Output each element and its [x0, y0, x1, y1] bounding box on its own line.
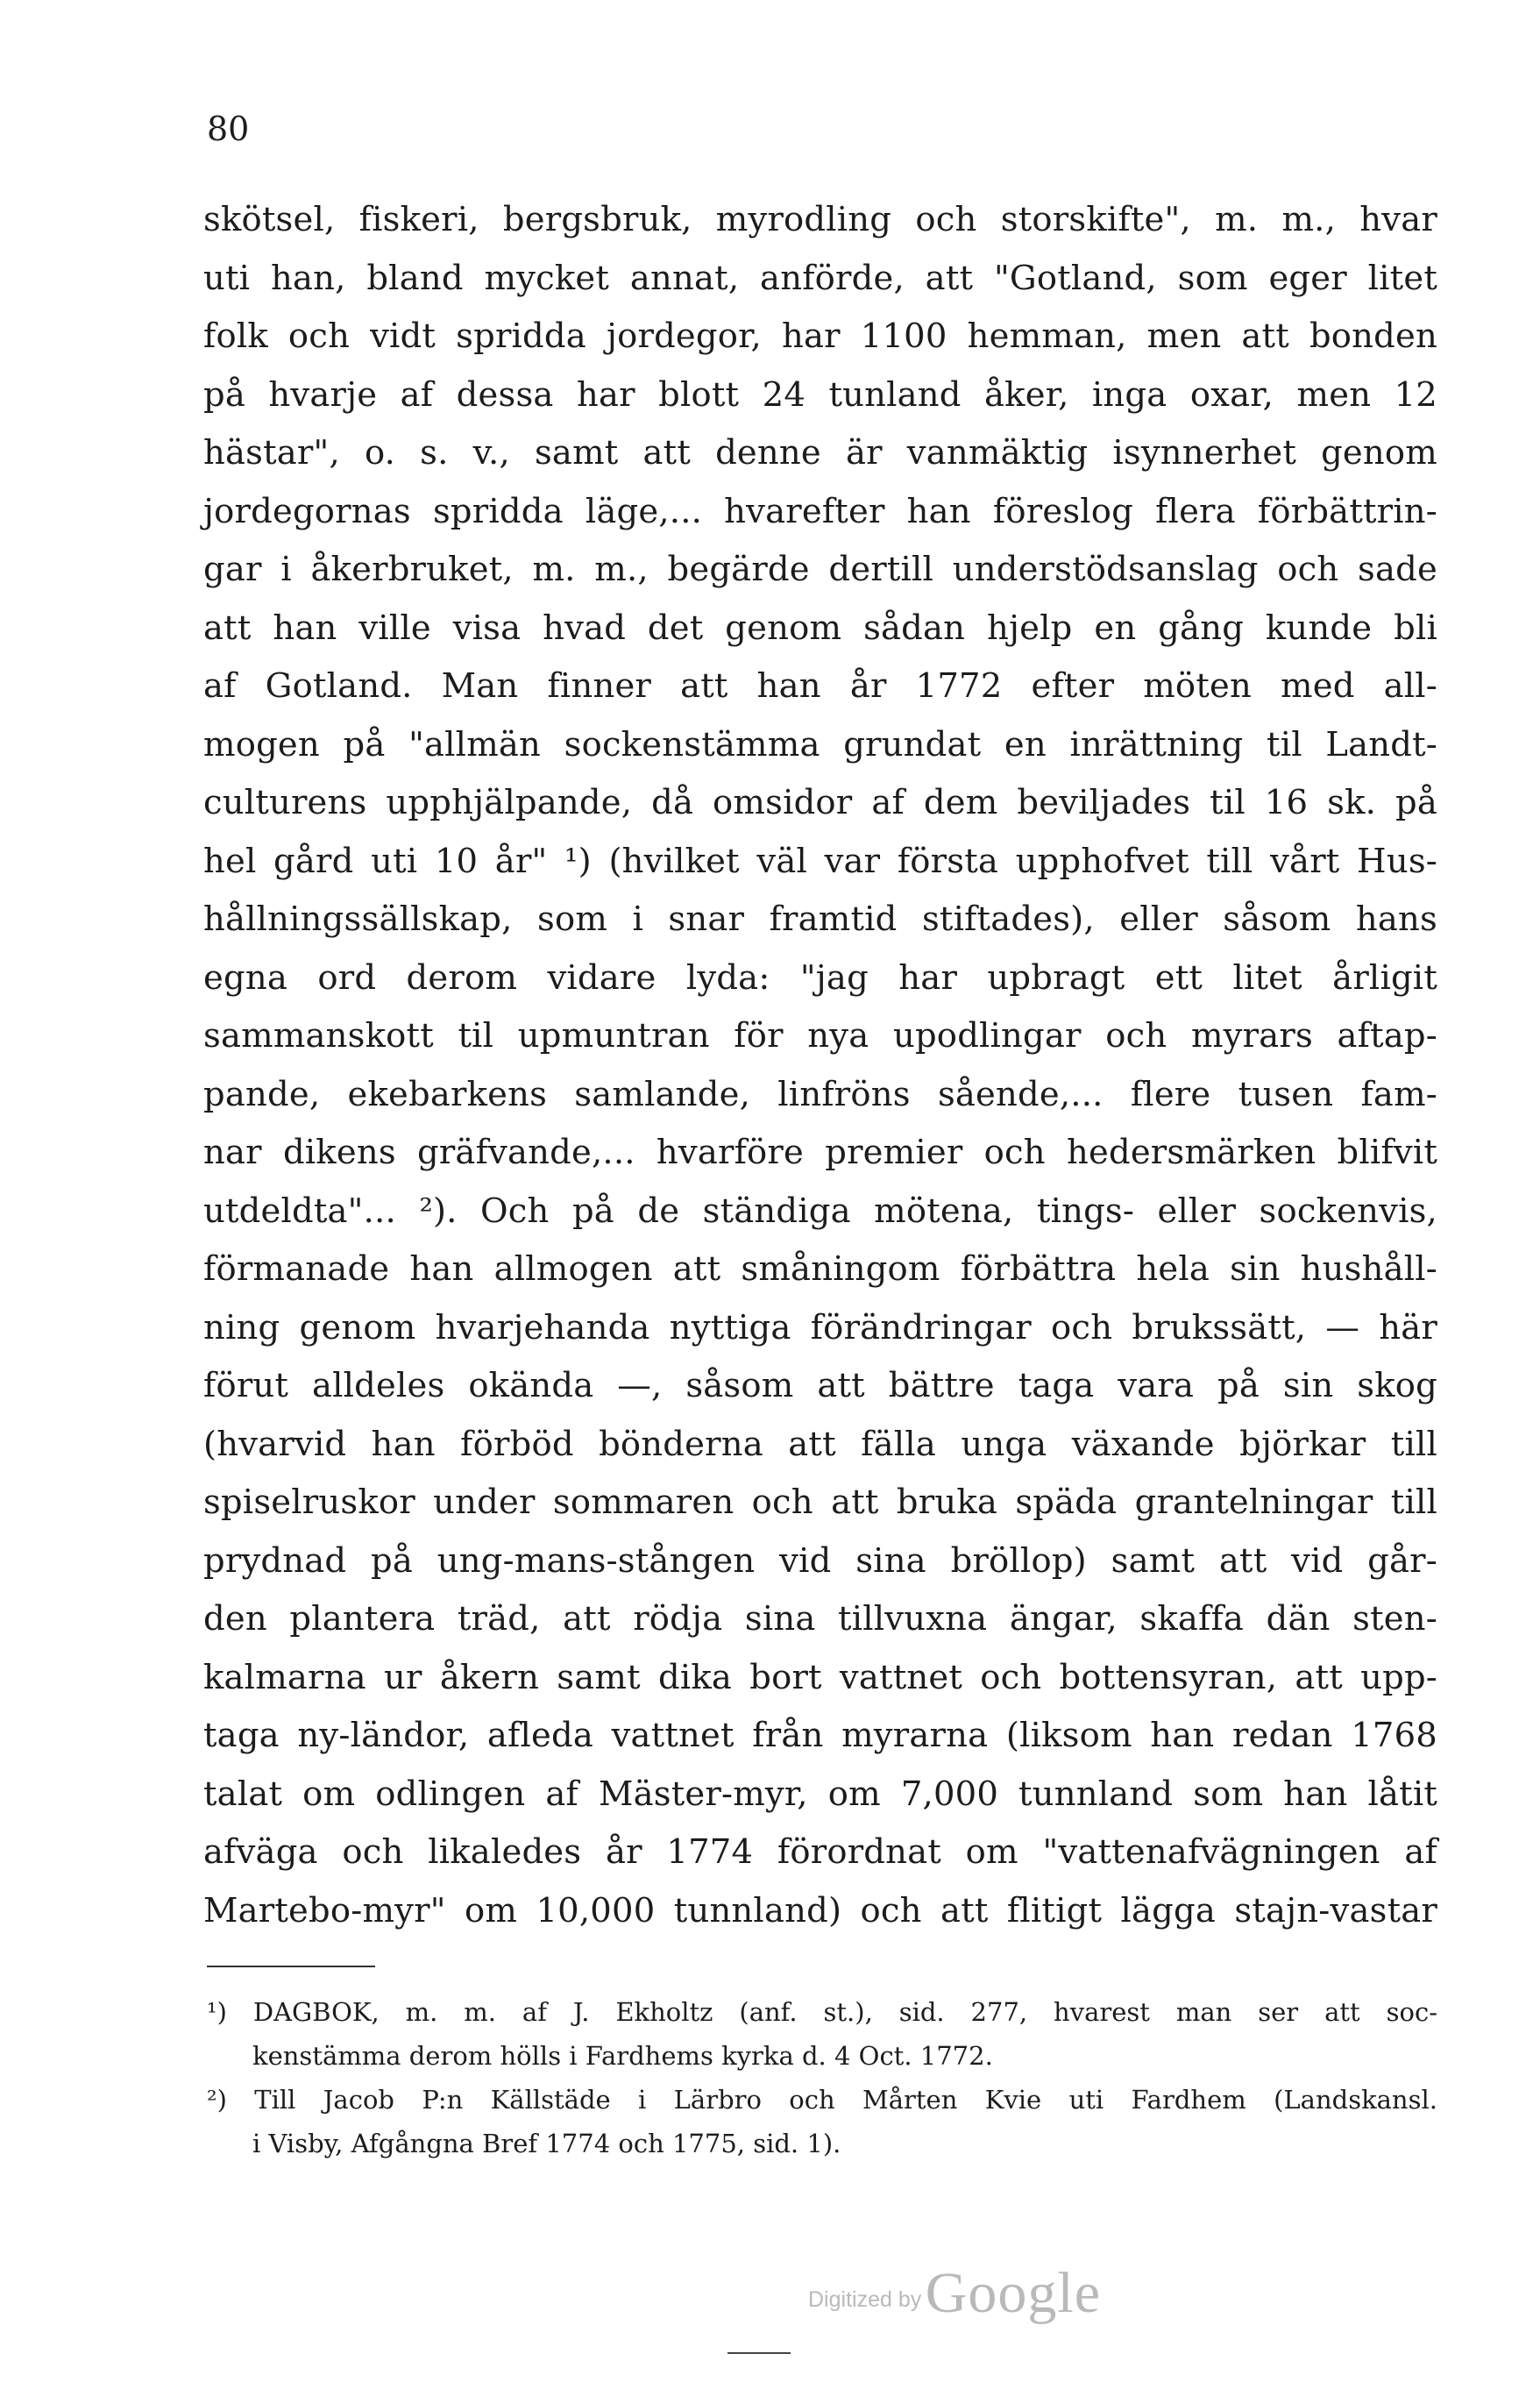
text-line: spiselruskor under sommaren och att bruka späda grantelningar till: [203, 1483, 1437, 1522]
text-line: hållningssällskap, som i snar framtid stiftades), eller såsom hans: [203, 899, 1437, 939]
footnote-line: i Visby, Afgångna Bref 1774 och 1775, sid. 1).: [252, 2129, 841, 2158]
text-line: ning genom hvarjehanda nyttiga förändringar och brukssätt, — här: [203, 1307, 1437, 1347]
text-line: afväga och likaledes år 1774 förordnat om "vattenafvägningen af: [203, 1832, 1437, 1872]
text-line: hästar", o. s. v., samt att denne är vanmäktig isynnerhet genom: [203, 433, 1437, 473]
text-line: den plantera träd, att rödja sina tillvuxna ängar, skaffa dän sten-: [203, 1599, 1437, 1639]
text-line: egna ord derom vidare lyda: "jag har upbragt ett litet årligit: [203, 957, 1437, 998]
text-line: nar dikens gräfvande,... hvarföre premier och hedersmärken blifvit: [203, 1133, 1437, 1172]
text-line: (hvarvid han förböd bönderna att fälla unga växande björkar till: [203, 1424, 1437, 1464]
page-bottom-mark: [727, 2352, 791, 2354]
text-line: sammanskott til upmuntran för nya upodlingar och myrars aftap-: [203, 1016, 1437, 1056]
text-line: skötsel, fiskeri, bergsbruk, myrodling och storskifte", m. m., hvar: [203, 200, 1437, 239]
footnote-line: kenstämma derom hölls i Fardhems kyrka d. 4 Oct. 1772.: [252, 2041, 993, 2071]
text-line: folk och vidt spridda jordegor, har 1100 hemman, men att bonden: [203, 316, 1437, 356]
text-line: kalmarna ur åkern samt dika bort vattnet och bottensyran, att upp-: [203, 1657, 1437, 1697]
text-line: utdeldta"... ²). Och på de ständiga mötena, tings- eller sockenvis,: [203, 1191, 1437, 1231]
footnote-line: ¹) DAGBOK, m. m. af J. Ekholtz (anf. st.), sid. 277, hvarest man ser att soc-: [207, 1997, 1437, 2027]
text-line: Martebo-myr" om 10,000 tunnland) och att flitigt lägga stajn-vastar: [203, 1890, 1437, 1930]
google-logo: Google: [925, 2261, 1101, 2325]
text-line: talat om odlingen af Mäster-myr, om 7,000 tunnland som han låtit: [203, 1774, 1437, 1814]
digitized-watermark: [808, 2260, 1101, 2327]
text-line: att han ville visa hvad det genom sådan hjelp en gång kunde bli: [203, 608, 1437, 648]
text-line: af Gotland. Man finner att han år 1772 efter möten med all-: [203, 666, 1437, 706]
text-line: prydnad på ung-mans-stången vid sina bröllop) samt att vid går-: [203, 1540, 1437, 1581]
text-line: pande, ekebarkens samlande, linfröns sående,... flere tusen fam-: [203, 1074, 1437, 1114]
footnotes: [207, 1990, 1437, 2165]
footnote-line: ²) Till Jacob P:n Källstäde i Lärbro och Mårten Kvie uti Fardhem (Landskansl.: [207, 2085, 1437, 2115]
page-number: 80: [207, 110, 250, 148]
text-line: taga ny-ländor, afleda vattnet från myrarna (liksom han redan 1768: [203, 1716, 1437, 1755]
text-line: förmanade han allmogen att småningom förbättra hela sin hushåll-: [203, 1249, 1437, 1289]
text-line: på hvarje af dessa har blott 24 tunland åker, inga oxar, men 12: [203, 374, 1437, 415]
text-line: gar i åkerbruket, m. m., begärde dertill understödsanslag och sade: [203, 550, 1437, 589]
text-line: culturens upphjälpande, då omsidor af dem beviljades til 16 sk. på: [203, 783, 1437, 822]
text-line: hel gård uti 10 år" ¹) (hvilket väl var första upphofvet till vårt Hus-: [203, 841, 1437, 881]
watermark-prefix: Digitized by: [808, 2287, 922, 2312]
text-line: förut alldeles okända —, såsom att bättre taga vara på sin skog: [203, 1366, 1437, 1405]
footnote-divider: [207, 1966, 375, 1967]
body-text: [203, 191, 1437, 1940]
text-line: jordegornas spridda läge,... hvarefter han föreslog flera förbättrin-: [203, 491, 1437, 531]
text-line: mogen på "allmän sockenstämma grundat en inrättning til Landt-: [203, 724, 1437, 764]
text-line: uti han, bland mycket annat, anförde, att "Gotland, som eger litet: [203, 258, 1437, 298]
